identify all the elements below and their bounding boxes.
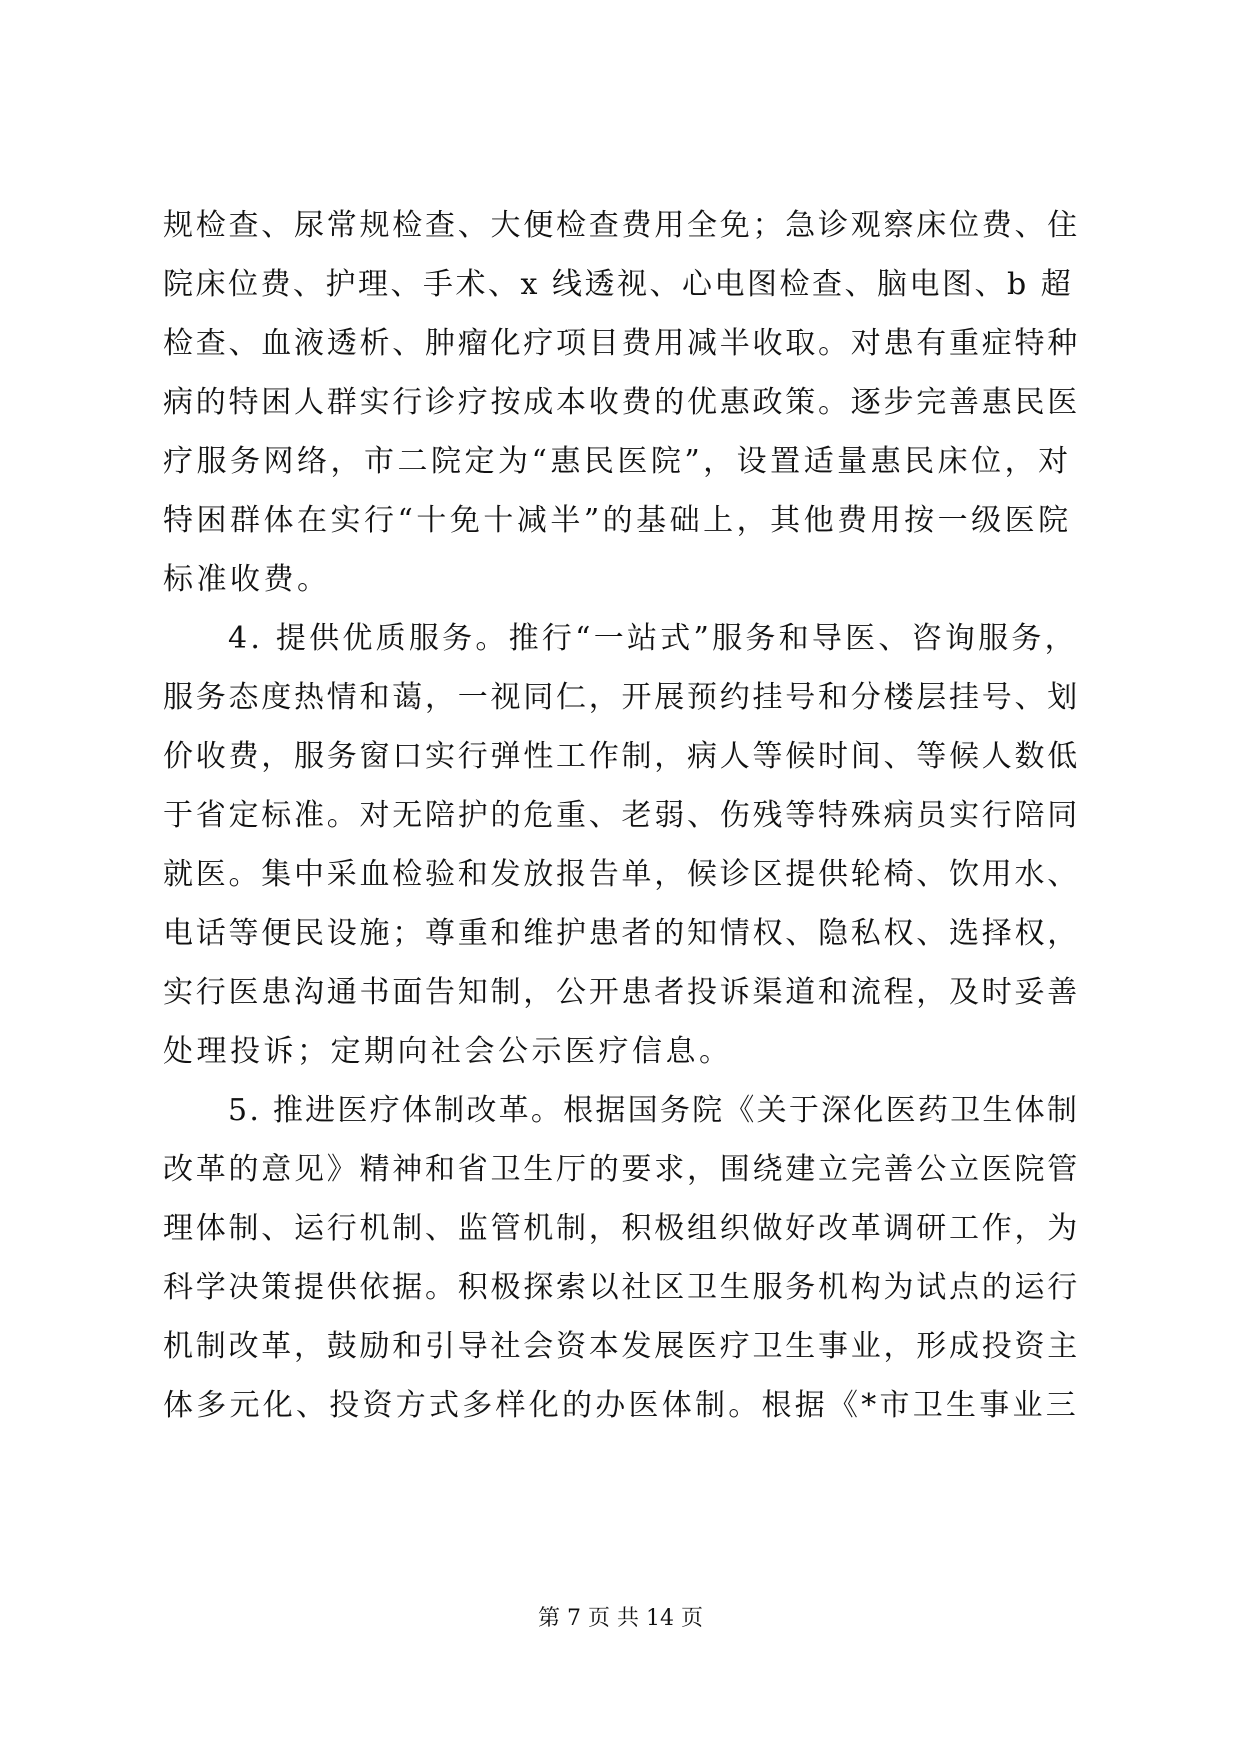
text-line: 实行医患沟通书面告知制，公开患者投诉渠道和流程，及时妥善 [163,975,1080,1010]
text-line: 标准收费。 [163,562,331,597]
text-line: 于省定标准。对无陪护的危重、老弱、伤残等特殊病员实行陪同 [163,798,1080,833]
text-line: 改革的意见》精神和省卫生厅的要求，围绕建立完善公立医院管 [163,1152,1080,1187]
page-number-footer: 第 7 页 共 14 页 [538,1606,703,1631]
text-line: 价收费，服务窗口实行弹性工作制，病人等候时间、等候人数低 [163,739,1080,774]
text-line: 电话等便民设施；尊重和维护患者的知情权、隐私权、选择权， [163,916,1080,951]
text-line: 科学决策提供依据。积极探索以社区卫生服务机构为试点的运行 [163,1270,1080,1305]
text-line: 规检查、尿常规检查、大便检查费用全免；急诊观察床位费、住 [163,208,1080,243]
text-line: 检查、血液透析、肿瘤化疗项目费用减半收取。对患有重症特种 [163,326,1080,361]
text-line: 特困群体在实行“十免十减半”的基础上，其他费用按一级医院 [163,503,1072,538]
text-line: 服务态度热情和蔼，一视同仁，开展预约挂号和分楼层挂号、划 [163,680,1080,715]
text-line: 疗服务网络，市二院定为“惠民医院”，设置适量惠民床位，对 [163,444,1072,479]
text-line: 机制改革，鼓励和引导社会资本发展医疗卫生事业，形成投资主 [163,1329,1080,1364]
text-line: 理体制、运行机制、监管机制，积极组织做好改革调研工作，为 [163,1211,1080,1246]
text-line: 病的特困人群实行诊疗按成本收费的优惠政策。逐步完善惠民医 [163,385,1080,420]
text-line: 处理投诉；定期向社会公示医疗信息。 [163,1034,733,1069]
paragraph-5-heading-line: 5. 推进医疗体制改革。根据国务院《关于深化医药卫生体制 [228,1093,1080,1128]
text-line: 就医。集中采血检验和发放报告单，候诊区提供轮椅、饮用水、 [163,857,1080,892]
text-line: 院床位费、护理、手术、x 线透视、心电图检查、脑电图、b 超 [163,267,1074,302]
paragraph-4-heading-line: 4. 提供优质服务。推行“一站式”服务和导医、咨询服务， [228,621,1078,656]
text-line: 体多元化、投资方式多样化的办医体制。根据《*市卫生事业三 [163,1388,1079,1423]
